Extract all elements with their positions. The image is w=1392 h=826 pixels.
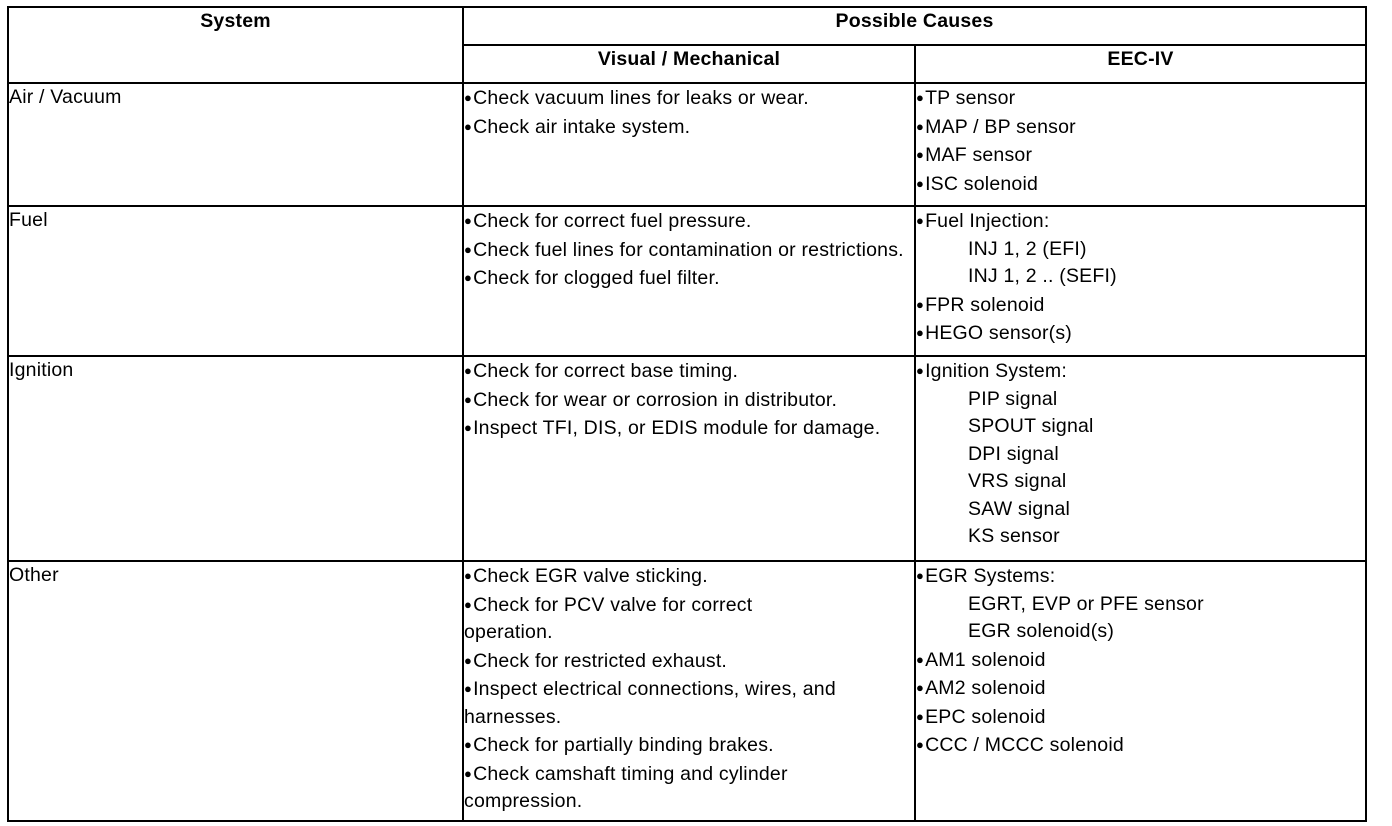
list-item: ● Check for PCV valve for correct operation. <box>464 591 914 647</box>
eec-iv-header: EEC-IV <box>915 45 1366 83</box>
list-item: ● AM1 solenoid <box>916 646 1365 675</box>
list-subitem: EGRT, EVP or PFE sensor <box>968 592 1204 615</box>
list-item: ● MAP / BP sensor <box>916 113 1365 142</box>
header-row-top <box>8 7 1366 45</box>
list-item: ● EGR Systems: <box>916 562 1365 591</box>
list-subitem: DPI signal <box>968 442 1059 465</box>
system-column-header: System <box>8 7 463 83</box>
list-item: ● Check for wear or corrosion in distributor. <box>464 386 914 415</box>
diagnosis-table <box>7 6 1367 822</box>
list-item: ● Check air intake system. <box>464 113 914 142</box>
eec-cell-fuel <box>915 206 1366 356</box>
list-item: ● Check for correct fuel pressure. <box>464 207 914 236</box>
list-item: ● EPC solenoid <box>916 703 1365 732</box>
list-subitem: KS sensor <box>968 525 1060 547</box>
table-row-fuel <box>8 206 1366 356</box>
table-row-air-vacuum <box>8 83 1366 206</box>
list-subitem: INJ 1, 2 .. (SEFI) <box>968 265 1117 287</box>
list-item: ● ISC solenoid <box>916 170 1365 199</box>
list-item: ● AM2 solenoid <box>916 674 1365 703</box>
list-item: ● MAF sensor <box>916 141 1365 170</box>
visual-cell-other <box>463 561 915 821</box>
eec-cell-other <box>915 561 1366 821</box>
list-subitem: VRS signal <box>968 470 1067 492</box>
list-subitem: SPOUT signal <box>968 415 1094 437</box>
table-row-ignition <box>8 356 1366 561</box>
list-item: ● Check for partially binding brakes. <box>464 731 914 760</box>
list-item: ● Inspect electrical connections, wires, and harnesses. <box>464 675 914 731</box>
system-cell-ignition: Ignition <box>8 356 463 561</box>
list-item: ● TP sensor <box>916 84 1365 113</box>
list-item: ● Check fuel lines for contamination or restrictions. <box>464 236 914 265</box>
list-item: ● Fuel Injection: <box>916 207 1365 236</box>
table-row-other <box>8 561 1366 821</box>
list-item: ● Inspect TFI, DIS, or EDIS module for damage. <box>464 414 914 443</box>
list-item: ● Check camshaft timing and cylinder compression. <box>464 760 914 816</box>
system-cell-fuel: Fuel <box>8 206 463 356</box>
eec-cell-ignition <box>915 356 1366 561</box>
list-item: ● Check vacuum lines for leaks or wear. <box>464 84 914 113</box>
list-item: ● Check for correct base timing. <box>464 357 914 386</box>
visual-cell-air-vacuum <box>463 83 915 206</box>
visual-mechanical-header: Visual / Mechanical <box>463 45 915 83</box>
list-subitem: PIP signal <box>968 387 1058 410</box>
list-item: ● Check for clogged fuel filter. <box>464 264 914 293</box>
list-item: ● Check EGR valve sticking. <box>464 562 914 591</box>
visual-cell-ignition <box>463 356 915 561</box>
possible-causes-header: Possible Causes <box>463 7 1366 45</box>
list-item: ● HEGO sensor(s) <box>916 319 1365 348</box>
system-cell-other: Other <box>8 561 463 821</box>
eec-cell-air-vacuum <box>915 83 1366 206</box>
system-cell-air-vacuum: Air / Vacuum <box>8 83 463 206</box>
visual-cell-fuel <box>463 206 915 356</box>
list-subitem: SAW signal <box>968 497 1071 520</box>
list-item: ● FPR solenoid <box>916 291 1365 320</box>
list-subitem: EGR solenoid(s) <box>968 620 1115 642</box>
list-item: ● Check for restricted exhaust. <box>464 647 914 676</box>
list-item: ● CCC / MCCC solenoid <box>916 731 1365 760</box>
list-item: ● Ignition System: <box>916 357 1365 386</box>
list-subitem: INJ 1, 2 (EFI) <box>968 237 1087 260</box>
